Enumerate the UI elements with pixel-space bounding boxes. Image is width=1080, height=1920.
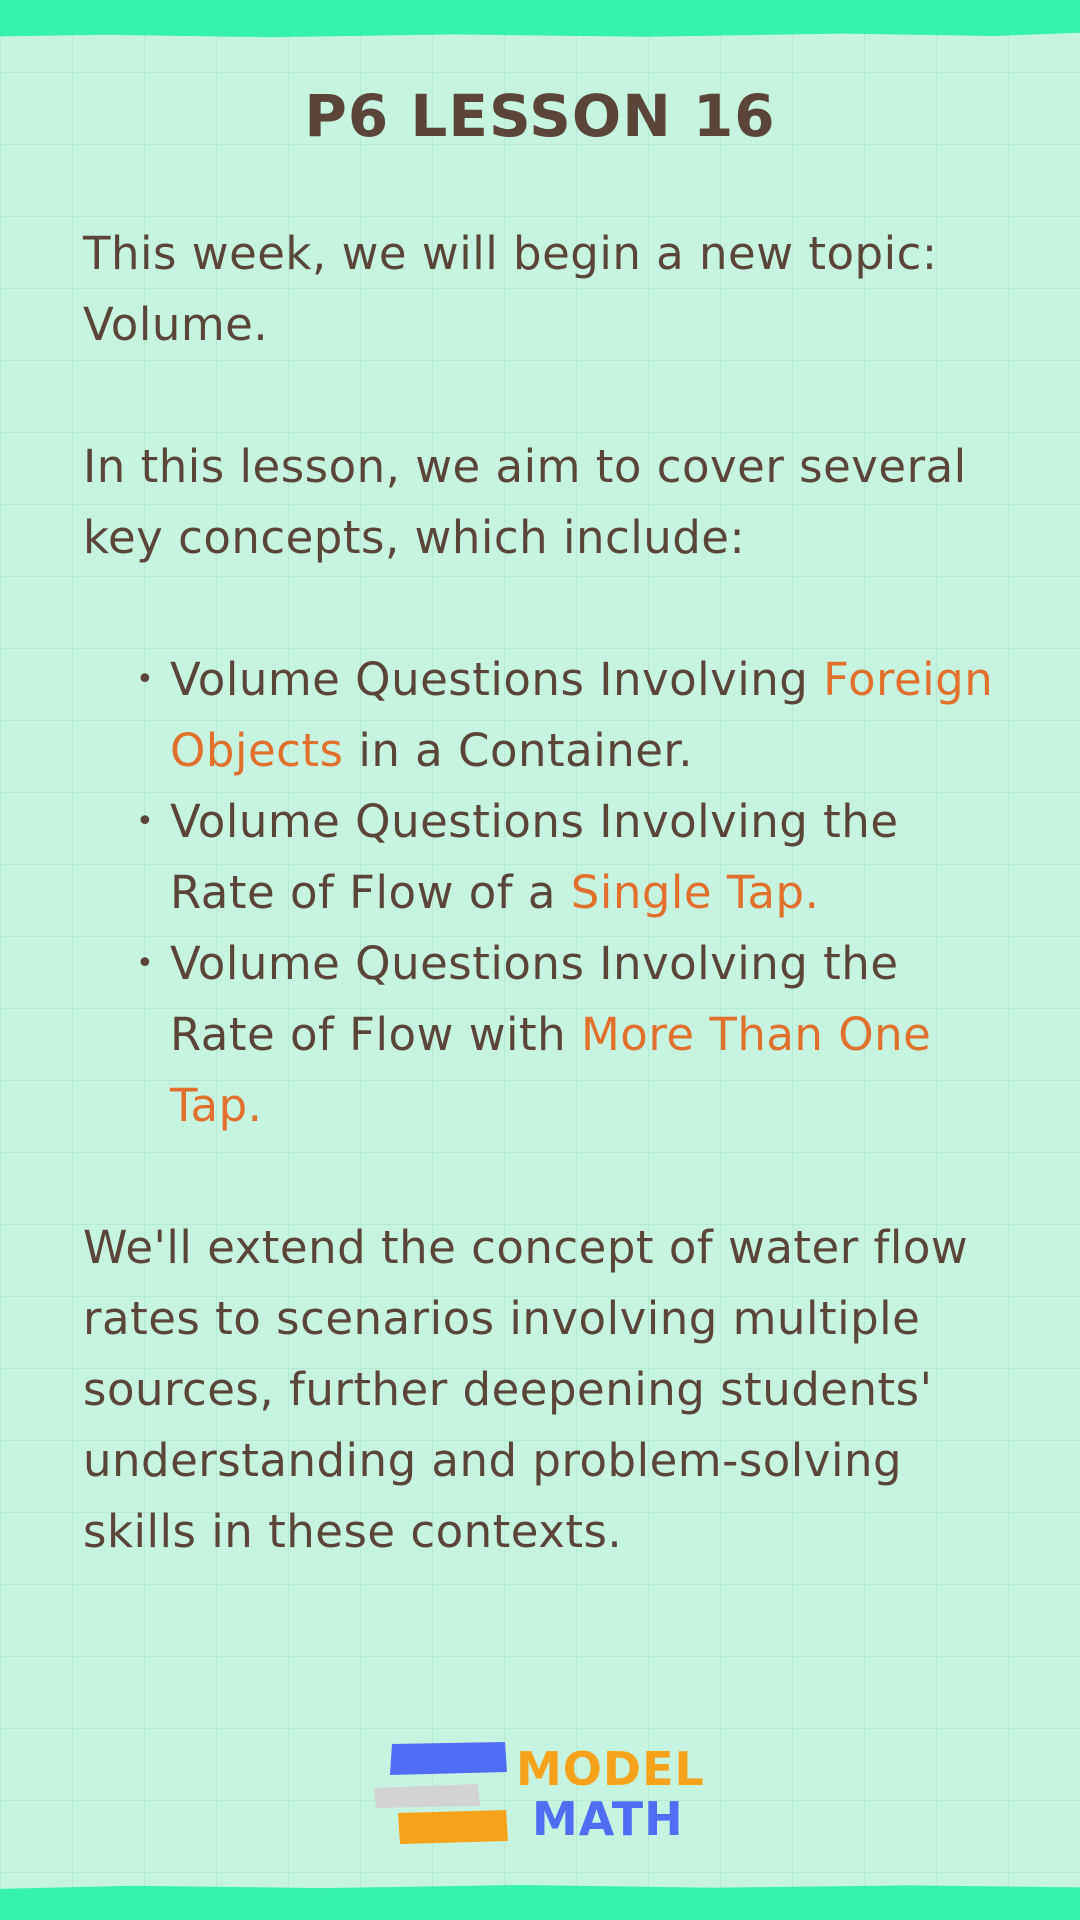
aim-paragraph: In this lesson, we aim to cover several key concepts, which include:: [83, 440, 967, 564]
highlight-text: More Than One Tap.: [170, 1008, 932, 1132]
closing-paragraph: We'll extend the concept of water flow rates to scenarios involving multiple sources, further deepening students' understanding and problem-solving skills in these contexts.: [83, 1221, 969, 1558]
highlight-text: Single Tap.: [570, 866, 820, 919]
lesson-content: [83, 218, 1018, 1567]
list-item: • Volume Questions Involving the Rate of Flow with More Than One Tap.: [170, 928, 1018, 1141]
key-concepts-list: [83, 644, 1018, 1141]
bottom-border-band: [0, 1882, 1080, 1920]
top-border-band: [0, 0, 1080, 40]
list-item: • Volume Questions Involving Foreign Objects in a Container.: [170, 644, 1018, 786]
highlight-text: Foreign Objects: [170, 653, 994, 777]
logo-word-model: MODEL: [516, 1742, 705, 1796]
logo-stripes-icon: [370, 1738, 510, 1848]
list-item: • Volume Questions Involving the Rate of Flow of a Single Tap.: [170, 786, 1018, 928]
page-title: P6 LESSON 16: [304, 82, 776, 150]
model-math-logo: [370, 1738, 710, 1848]
logo-word-math: MATH: [532, 1792, 684, 1846]
intro-paragraph: This week, we will begin a new topic: Volume.: [83, 227, 938, 351]
